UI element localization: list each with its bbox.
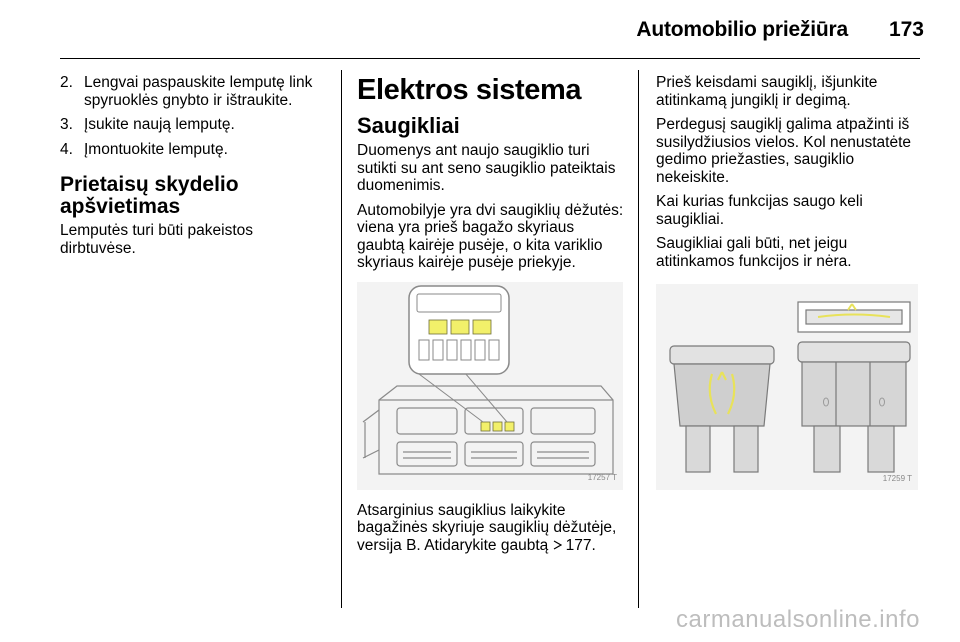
column-2 bbox=[357, 74, 625, 561]
fuse-box-illustration bbox=[357, 282, 623, 490]
column-divider-right bbox=[638, 70, 639, 608]
figure-label: 17257 T bbox=[587, 473, 617, 482]
list-item bbox=[60, 116, 328, 134]
paragraph: Perdegusį saugiklį galima atpažinti iš susilydžiusios vielos. Kol nenustatėte gedimo priežasties, saugiklio nekeiskite. bbox=[656, 116, 912, 186]
list-item-text: Įsukite naują lemputę. bbox=[84, 116, 235, 133]
list-item bbox=[60, 141, 328, 159]
paragraph: Kai kurias funkcijas saugo keli saugikliai. bbox=[656, 193, 863, 228]
list-item-text: Įmontuokite lemputę. bbox=[84, 140, 228, 158]
page-header-title: Automobilio priežiūra bbox=[636, 18, 848, 41]
column-divider-left bbox=[341, 70, 342, 608]
sub-heading-fuses: Saugikliai bbox=[357, 113, 460, 138]
fuse-types-illustration bbox=[656, 284, 918, 490]
page-number: 173 bbox=[888, 18, 924, 41]
list-item-number: 2. bbox=[60, 74, 73, 91]
paragraph: Prieš keisdami saugiklį, išjunkite atitinkamą jungiklį ir degimą. bbox=[656, 74, 878, 109]
column-3 bbox=[656, 74, 926, 502]
section-text: Lemputės turi būti pakeistos dirbtuvėse. bbox=[60, 222, 253, 257]
paragraph: Automobilyje yra dvi saugiklių dėžutės: viena yra prieš bagažo skyriaus gaubtą kairėje pusėje, o kita variklio skyriaus kairėje pusėje priekyje. bbox=[357, 201, 624, 271]
list-item-number: 4. bbox=[60, 140, 73, 158]
header-divider bbox=[60, 58, 920, 59]
main-heading-electrical-system: Elektros sistema bbox=[357, 74, 582, 106]
column-1 bbox=[60, 74, 328, 264]
list-item-number: 3. bbox=[60, 116, 73, 133]
fuse-box-figure bbox=[357, 282, 623, 490]
paragraph: Saugikliai gali būti, net jeigu atitinkamos funkcijos ir nėra. bbox=[656, 235, 852, 270]
page-reference-arrow-icon bbox=[553, 537, 562, 555]
figure-label: 17259 T bbox=[882, 473, 912, 483]
watermark: carmanualsonline.info bbox=[676, 606, 920, 633]
fuse-types-figure bbox=[656, 284, 918, 490]
paragraph: Duomenys ant naujo saugiklio turi sutikti su ant seno saugiklio pateiktais duomenimis. bbox=[357, 142, 616, 194]
list-item-text: Lengvai paspauskite lemputę link spyruoklės gnybto ir ištraukite. bbox=[84, 74, 313, 109]
paragraph: Atsarginius saugiklius laikykite bagažinės skyriuje saugiklių dėžutėje, versija B. Atidarykite gaubtą 177. bbox=[357, 501, 617, 554]
section-heading-instrument-lighting: Prietaisų skydelio apšvietimas bbox=[60, 173, 239, 218]
list-item bbox=[60, 74, 328, 109]
page-reference[interactable]: 177. bbox=[565, 536, 596, 554]
